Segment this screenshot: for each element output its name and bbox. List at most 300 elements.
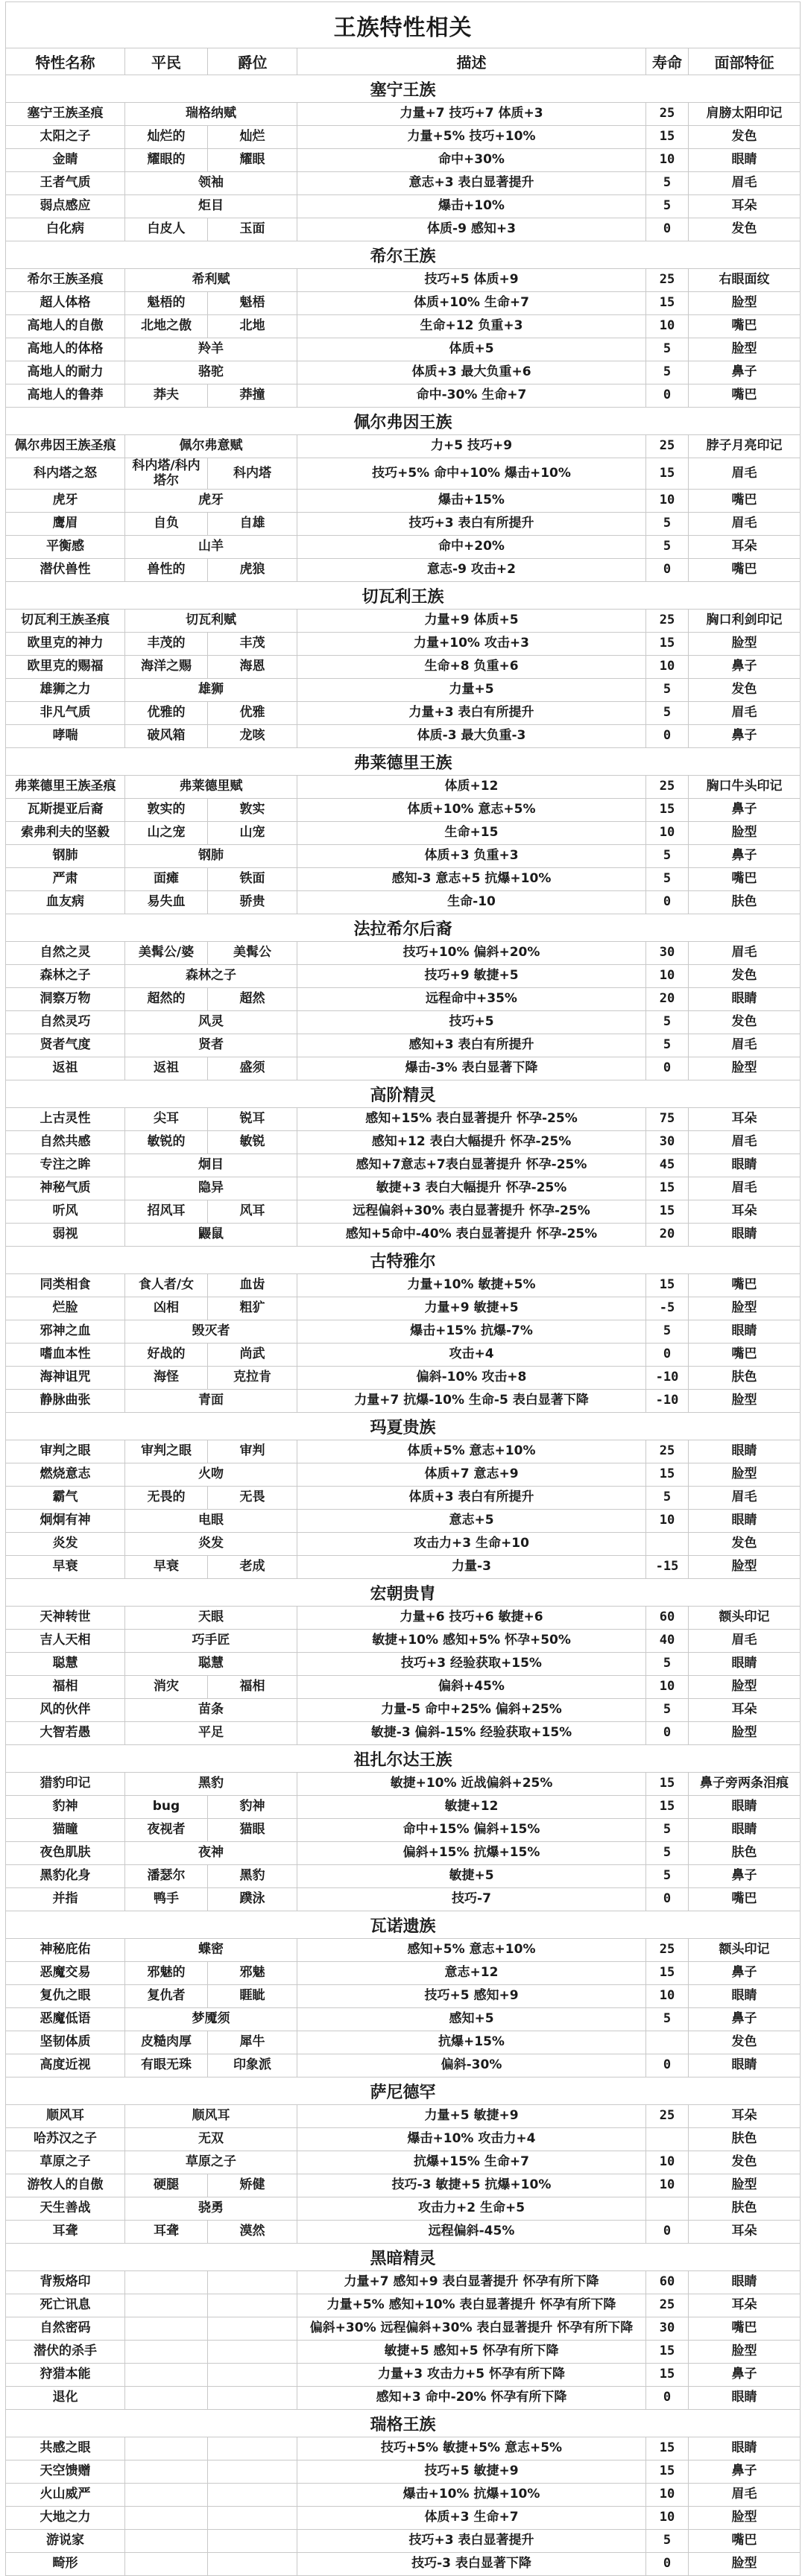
- trait-row: [6, 2271, 801, 2294]
- lifespan-cell: 15: [646, 2341, 689, 2364]
- trait-name-cell: 欧里克的赐福: [6, 656, 125, 679]
- lifespan-cell: 60: [646, 2271, 689, 2294]
- description-cell: 力量+9 敏捷+5: [297, 1297, 646, 1320]
- section-header: 切瓦利王族: [6, 582, 801, 610]
- trait-row: [6, 1865, 801, 1888]
- trait-name-cell: 大智若愚: [6, 1722, 125, 1745]
- description-cell: 技巧-3 敏捷+5 抗爆+10%: [297, 2174, 646, 2197]
- trait-row: [6, 1556, 801, 1579]
- commoner-cell: 兽性的: [125, 559, 208, 582]
- lifespan-cell: 5: [646, 2008, 689, 2031]
- lifespan-cell: 10: [646, 2151, 689, 2174]
- commoner-noble-cell: 蝶密: [125, 1939, 297, 1962]
- section-row: [6, 1413, 801, 1440]
- lifespan-cell: [646, 1533, 689, 1556]
- commoner-noble-cell: 平足: [125, 1722, 297, 1745]
- description-cell: 技巧-7: [297, 1888, 646, 1911]
- commoner-noble-cell: 炎发: [125, 1533, 297, 1556]
- trait-name-cell: 复仇之眼: [6, 1985, 125, 2008]
- noble-cell: 骄贵: [208, 891, 297, 914]
- trait-row: [6, 2437, 801, 2461]
- face-feature-cell: 脸型: [689, 2341, 801, 2364]
- lifespan-cell: 5: [646, 868, 689, 891]
- commoner-noble-cell: 羚羊: [125, 338, 297, 361]
- description-cell: 敏捷+3 表白大幅提升 怀孕-25%: [297, 1177, 646, 1200]
- description-cell: 力量+9 体质+5: [297, 610, 646, 633]
- section-header: 古特雅尔: [6, 1247, 801, 1274]
- noble-cell: 科内塔: [208, 458, 297, 490]
- commoner-noble-cell: 骆驼: [125, 361, 297, 384]
- description-cell: 感知+3 表白有所提升: [297, 1034, 646, 1057]
- face-feature-cell: 鼻子: [689, 1962, 801, 1985]
- trait-row: [6, 1131, 801, 1154]
- noble-cell: 虎狼: [208, 559, 297, 582]
- trait-name-cell: 虎牙: [6, 490, 125, 513]
- description-cell: 体质+7 意志+9: [297, 1463, 646, 1487]
- face-feature-cell: 鼻子: [689, 656, 801, 679]
- trait-row: [6, 679, 801, 702]
- trait-name-cell: 太阳之子: [6, 126, 125, 149]
- noble-cell: 盛须: [208, 1057, 297, 1080]
- commoner-noble-cell: 隐异: [125, 1177, 297, 1200]
- trait-row: [6, 458, 801, 490]
- section-row: [6, 75, 801, 103]
- commoner-cell: [125, 2271, 208, 2294]
- face-feature-cell: 眼睛: [689, 1154, 801, 1177]
- description-cell: 偏斜+45%: [297, 1676, 646, 1699]
- trait-row: [6, 2008, 801, 2031]
- lifespan-cell: 10: [646, 2174, 689, 2197]
- lifespan-cell: 0: [646, 1344, 689, 1367]
- face-feature-cell: 眼睛: [689, 2271, 801, 2294]
- section-header: 法拉希尔后裔: [6, 914, 801, 942]
- description-cell: 体质+3 生命+7: [297, 2507, 646, 2530]
- commoner-cell: 审判之眼: [125, 1440, 208, 1463]
- noble-cell: 粗犷: [208, 1297, 297, 1320]
- description-cell: 攻击+4: [297, 1344, 646, 1367]
- description-cell: 体质-3 最大负重-3: [297, 725, 646, 748]
- noble-cell: 超然: [208, 988, 297, 1011]
- face-feature-cell: 脸型: [689, 1722, 801, 1745]
- section-row: [6, 748, 801, 776]
- lifespan-cell: 15: [646, 292, 689, 315]
- lifespan-cell: 0: [646, 2553, 689, 2576]
- description-cell: 远程偏斜+30% 表白显著提升 怀孕-25%: [297, 1200, 646, 1224]
- trait-name-cell: 潜伏兽性: [6, 559, 125, 582]
- commoner-cell: 食人者/女: [125, 1274, 208, 1297]
- face-feature-cell: 发色: [689, 679, 801, 702]
- trait-name-cell: 切瓦利王族圣痕: [6, 610, 125, 633]
- lifespan-cell: 0: [646, 1888, 689, 1911]
- trait-row: [6, 218, 801, 241]
- trait-name-cell: 高度近视: [6, 2054, 125, 2077]
- trait-name-cell: 同类相食: [6, 1274, 125, 1297]
- lifespan-cell: 5: [646, 361, 689, 384]
- trait-name-cell: 返祖: [6, 1057, 125, 1080]
- trait-row: [6, 2484, 801, 2507]
- description-cell: 爆击+10% 抗爆+10%: [297, 2484, 646, 2507]
- commoner-cell: 海洋之赐: [125, 656, 208, 679]
- lifespan-cell: 0: [646, 2387, 689, 2410]
- lifespan-cell: 25: [646, 103, 689, 126]
- lifespan-cell: 15: [646, 1177, 689, 1200]
- noble-cell: [208, 2507, 297, 2530]
- section-row: [6, 2077, 801, 2105]
- trait-row: [6, 891, 801, 914]
- trait-row: [6, 1699, 801, 1722]
- noble-cell: 审判: [208, 1440, 297, 1463]
- description-cell: 生命-10: [297, 891, 646, 914]
- section-header: 希尔王族: [6, 241, 801, 269]
- face-feature-cell: 肤色: [689, 1367, 801, 1390]
- column-header-1: 平民: [125, 48, 208, 75]
- noble-cell: 克拉肯: [208, 1367, 297, 1390]
- section-row: [6, 2244, 801, 2271]
- description-cell: 爆击+10%: [297, 195, 646, 218]
- lifespan-cell: 10: [646, 656, 689, 679]
- trait-row: [6, 610, 801, 633]
- trait-row: [6, 1796, 801, 1819]
- face-feature-cell: 嘴巴: [689, 1888, 801, 1911]
- page-title: 王族特性相关: [6, 2, 801, 48]
- description-cell: 体质+12: [297, 776, 646, 799]
- description-cell: 偏斜-30%: [297, 2054, 646, 2077]
- description-cell: 敏捷+12: [297, 1796, 646, 1819]
- face-feature-cell: 鼻子: [689, 725, 801, 748]
- trait-row: [6, 559, 801, 582]
- commoner-cell: [125, 2341, 208, 2364]
- trait-name-cell: 自然共感: [6, 1131, 125, 1154]
- trait-row: [6, 1344, 801, 1367]
- face-feature-cell: 耳朵: [689, 1200, 801, 1224]
- commoner-cell: 敦实的: [125, 799, 208, 822]
- trait-name-cell: 霸气: [6, 1487, 125, 1510]
- face-feature-cell: 耳朵: [689, 1108, 801, 1131]
- face-feature-cell: 耳朵: [689, 2294, 801, 2317]
- trait-row: [6, 2364, 801, 2387]
- trait-name-cell: 王者气质: [6, 172, 125, 195]
- lifespan-cell: 0: [646, 559, 689, 582]
- noble-cell: [208, 2364, 297, 2387]
- trait-row: [6, 1653, 801, 1676]
- face-feature-cell: 眉毛: [689, 172, 801, 195]
- lifespan-cell: -10: [646, 1390, 689, 1413]
- face-feature-cell: 眉毛: [689, 513, 801, 536]
- lifespan-cell: -10: [646, 1367, 689, 1390]
- trait-name-cell: 嗜血本性: [6, 1344, 125, 1367]
- trait-row: [6, 1463, 801, 1487]
- face-feature-cell: 脸型: [689, 292, 801, 315]
- commoner-cell: [125, 2507, 208, 2530]
- trait-row: [6, 536, 801, 559]
- description-cell: 力量+5% 技巧+10%: [297, 126, 646, 149]
- face-feature-cell: 右眼面纹: [689, 269, 801, 292]
- commoner-noble-cell: 草原之子: [125, 2151, 297, 2174]
- trait-name-cell: 背叛烙印: [6, 2271, 125, 2294]
- trait-row: [6, 1057, 801, 1080]
- noble-cell: [208, 2317, 297, 2341]
- commoner-cell: 破风箱: [125, 725, 208, 748]
- commoner-noble-cell: 贤者: [125, 1034, 297, 1057]
- description-cell: 偏斜+30% 远程偏斜+30% 表白显著提升 怀孕有所下降: [297, 2317, 646, 2341]
- trait-name-cell: 神秘气质: [6, 1177, 125, 1200]
- commoner-noble-cell: 电眼: [125, 1510, 297, 1533]
- commoner-cell: [125, 2364, 208, 2387]
- commoner-noble-cell: 弗莱德里赋: [125, 776, 297, 799]
- lifespan-cell: 5: [646, 1865, 689, 1888]
- commoner-noble-cell: 毁灭者: [125, 1320, 297, 1344]
- face-feature-cell: 眼睛: [689, 1796, 801, 1819]
- trait-name-cell: 游说家: [6, 2530, 125, 2553]
- description-cell: 抗爆+15% 生命+7: [297, 2151, 646, 2174]
- trait-name-cell: 畸形: [6, 2553, 125, 2576]
- section-header: 弗莱德里王族: [6, 748, 801, 776]
- trait-name-cell: 猎豹印记: [6, 1773, 125, 1796]
- commoner-noble-cell: 炬目: [125, 195, 297, 218]
- commoner-cell: 耳聋: [125, 2221, 208, 2244]
- face-feature-cell: 脸型: [689, 633, 801, 656]
- face-feature-cell: 嘴巴: [689, 2530, 801, 2553]
- description-cell: 感知+5命中-40% 表白显著提升 怀孕-25%: [297, 1224, 646, 1247]
- face-feature-cell: 嘴巴: [689, 1274, 801, 1297]
- face-feature-cell: 肤色: [689, 2128, 801, 2151]
- noble-cell: 龙咳: [208, 725, 297, 748]
- trait-name-cell: 非凡气质: [6, 702, 125, 725]
- section-header: 玛夏贵族: [6, 1413, 801, 1440]
- lifespan-cell: 10: [646, 2484, 689, 2507]
- commoner-noble-cell: 火吻: [125, 1463, 297, 1487]
- noble-cell: 山宠: [208, 822, 297, 845]
- commoner-noble-cell: 切瓦利赋: [125, 610, 297, 633]
- noble-cell: 血齿: [208, 1274, 297, 1297]
- trait-row: [6, 965, 801, 988]
- trait-row: [6, 2197, 801, 2221]
- trait-name-cell: 静脉曲张: [6, 1390, 125, 1413]
- trait-name-cell: 超人体格: [6, 292, 125, 315]
- description-cell: 技巧+5 体质+9: [297, 269, 646, 292]
- trait-row: [6, 2507, 801, 2530]
- trait-row: [6, 2341, 801, 2364]
- trait-name-cell: 燃烧意志: [6, 1463, 125, 1487]
- lifespan-cell: 10: [646, 1985, 689, 2008]
- trait-row: [6, 1297, 801, 1320]
- description-cell: 技巧+5% 敏捷+5% 意志+5%: [297, 2437, 646, 2461]
- lifespan-cell: 5: [646, 1842, 689, 1865]
- trait-row: [6, 1487, 801, 1510]
- trait-name-cell: 希尔王族圣痕: [6, 269, 125, 292]
- face-feature-cell: 嘴巴: [689, 559, 801, 582]
- trait-name-cell: 弗莱德里王族圣痕: [6, 776, 125, 799]
- section-header: 高阶精灵: [6, 1080, 801, 1108]
- trait-row: [6, 2461, 801, 2484]
- trait-row: [6, 2031, 801, 2054]
- description-cell: 意志-9 攻击+2: [297, 559, 646, 582]
- lifespan-cell: 5: [646, 172, 689, 195]
- face-feature-cell: 嘴巴: [689, 490, 801, 513]
- lifespan-cell: 5: [646, 1819, 689, 1842]
- trait-name-cell: 恶魔低语: [6, 2008, 125, 2031]
- trait-row: [6, 2553, 801, 2576]
- description-cell: 体质+5: [297, 338, 646, 361]
- trait-name-cell: 严肃: [6, 868, 125, 891]
- noble-cell: [208, 2294, 297, 2317]
- commoner-cell: 自负: [125, 513, 208, 536]
- description-cell: 技巧+3 表白显著提升: [297, 2530, 646, 2553]
- commoner-cell: 消灾: [125, 1676, 208, 1699]
- face-feature-cell: 脸型: [689, 1676, 801, 1699]
- trait-row: [6, 338, 801, 361]
- trait-name-cell: 瓦斯提亚后裔: [6, 799, 125, 822]
- face-feature-cell: 发色: [689, 2151, 801, 2174]
- commoner-cell: 美髯公/婆: [125, 942, 208, 965]
- trait-row: [6, 490, 801, 513]
- trait-name-cell: 天空馈赠: [6, 2461, 125, 2484]
- trait-name-cell: 黑豹化身: [6, 1865, 125, 1888]
- trait-row: [6, 1510, 801, 1533]
- lifespan-cell: 75: [646, 1108, 689, 1131]
- description-cell: 偏斜-10% 攻击+8: [297, 1367, 646, 1390]
- face-feature-cell: 鼻子: [689, 2364, 801, 2387]
- face-feature-cell: 耳朵: [689, 195, 801, 218]
- noble-cell: 海恩: [208, 656, 297, 679]
- description-cell: 力量+5 敏捷+9: [297, 2105, 646, 2128]
- face-feature-cell: 眼睛: [689, 988, 801, 1011]
- lifespan-cell: 10: [646, 149, 689, 172]
- trait-row: [6, 292, 801, 315]
- noble-cell: 福相: [208, 1676, 297, 1699]
- commoner-cell: 优雅的: [125, 702, 208, 725]
- face-feature-cell: 发色: [689, 1011, 801, 1034]
- face-feature-cell: 发色: [689, 2031, 801, 2054]
- commoner-cell: 尖耳: [125, 1108, 208, 1131]
- description-cell: 力量+7 技巧+7 体质+3: [297, 103, 646, 126]
- trait-row: [6, 776, 801, 799]
- trait-row: [6, 2317, 801, 2341]
- noble-cell: [208, 2553, 297, 2576]
- commoner-cell: [125, 2317, 208, 2341]
- noble-cell: 睚眦: [208, 1985, 297, 2008]
- trait-name-cell: 弱点感应: [6, 195, 125, 218]
- lifespan-cell: 0: [646, 725, 689, 748]
- lifespan-cell: 25: [646, 1939, 689, 1962]
- commoner-cell: bug: [125, 1796, 208, 1819]
- commoner-cell: 魁梧的: [125, 292, 208, 315]
- commoner-noble-cell: 虎牙: [125, 490, 297, 513]
- commoner-noble-cell: 梦魇须: [125, 2008, 297, 2031]
- lifespan-cell: 15: [646, 1463, 689, 1487]
- commoner-cell: 复仇者: [125, 1985, 208, 2008]
- trait-row: [6, 361, 801, 384]
- description-cell: 力量+7 感知+9 表白显著提升 怀孕有所下降: [297, 2271, 646, 2294]
- face-feature-cell: 眉毛: [689, 702, 801, 725]
- trait-row: [6, 269, 801, 292]
- face-feature-cell: 眼睛: [689, 1819, 801, 1842]
- face-feature-cell: 嘴巴: [689, 315, 801, 338]
- section-row: [6, 1579, 801, 1607]
- noble-cell: 豹神: [208, 1796, 297, 1819]
- trait-name-cell: 佩尔弗因王族圣痕: [6, 435, 125, 458]
- face-feature-cell: 脖子月亮印记: [689, 435, 801, 458]
- description-cell: 力量+3 攻击力+5 怀孕有所下降: [297, 2364, 646, 2387]
- commoner-cell: 皮糙肉厚: [125, 2031, 208, 2054]
- lifespan-cell: 10: [646, 490, 689, 513]
- description-cell: 命中-30% 生命+7: [297, 384, 646, 408]
- commoner-cell: 海怪: [125, 1367, 208, 1390]
- trait-name-cell: 火山威严: [6, 2484, 125, 2507]
- face-feature-cell: 眼睛: [689, 1224, 801, 1247]
- trait-name-cell: 炯炯有神: [6, 1510, 125, 1533]
- noble-cell: [208, 2341, 297, 2364]
- noble-cell: 优雅: [208, 702, 297, 725]
- trait-name-cell: 邪神之血: [6, 1320, 125, 1344]
- trait-name-cell: 贤者气度: [6, 1034, 125, 1057]
- face-feature-cell: 眉毛: [689, 1034, 801, 1057]
- trait-name-cell: 自然密码: [6, 2317, 125, 2341]
- trait-row: [6, 1320, 801, 1344]
- section-row: [6, 914, 801, 942]
- lifespan-cell: 0: [646, 891, 689, 914]
- trait-name-cell: 狩猎本能: [6, 2364, 125, 2387]
- noble-cell: 尚武: [208, 1344, 297, 1367]
- face-feature-cell: 肩膀太阳印记: [689, 103, 801, 126]
- face-feature-cell: 额头印记: [689, 1607, 801, 1630]
- trait-row: [6, 1630, 801, 1653]
- commoner-cell: 凶相: [125, 1297, 208, 1320]
- trait-row: [6, 1224, 801, 1247]
- trait-name-cell: 坚韧体质: [6, 2031, 125, 2054]
- description-cell: 命中+30%: [297, 149, 646, 172]
- trait-name-cell: 聪慧: [6, 1653, 125, 1676]
- face-feature-cell: 耳朵: [689, 2221, 801, 2244]
- commoner-noble-cell: 顺风耳: [125, 2105, 297, 2128]
- commoner-noble-cell: 巧手匠: [125, 1630, 297, 1653]
- face-feature-cell: 眼睛: [689, 1440, 801, 1463]
- lifespan-cell: 40: [646, 1630, 689, 1653]
- lifespan-cell: -5: [646, 1297, 689, 1320]
- commoner-cell: 有眼无珠: [125, 2054, 208, 2077]
- trait-row: [6, 172, 801, 195]
- noble-cell: 丰茂: [208, 633, 297, 656]
- description-cell: 体质+10% 意志+5%: [297, 799, 646, 822]
- description-cell: 技巧+9 敏捷+5: [297, 965, 646, 988]
- description-cell: 感知+5: [297, 2008, 646, 2031]
- lifespan-cell: 60: [646, 1607, 689, 1630]
- description-cell: 感知+7意志+7表白显著提升 怀孕-25%: [297, 1154, 646, 1177]
- face-feature-cell: 眉毛: [689, 1177, 801, 1200]
- face-feature-cell: 脸型: [689, 2174, 801, 2197]
- commoner-cell: 灿烂的: [125, 126, 208, 149]
- lifespan-cell: 5: [646, 845, 689, 868]
- trait-name-cell: 共感之眼: [6, 2437, 125, 2461]
- face-feature-cell: 脸型: [689, 338, 801, 361]
- description-cell: 技巧+5 感知+9: [297, 1985, 646, 2008]
- trait-row: [6, 942, 801, 965]
- noble-cell: 铁面: [208, 868, 297, 891]
- section-row: [6, 241, 801, 269]
- trait-row: [6, 1722, 801, 1745]
- trait-row: [6, 126, 801, 149]
- trait-name-cell: 金睛: [6, 149, 125, 172]
- lifespan-cell: 15: [646, 1962, 689, 1985]
- face-feature-cell: 发色: [689, 218, 801, 241]
- commoner-cell: 招风耳: [125, 1200, 208, 1224]
- lifespan-cell: 15: [646, 633, 689, 656]
- lifespan-cell: 15: [646, 2461, 689, 2484]
- lifespan-cell: 0: [646, 2054, 689, 2077]
- commoner-noble-cell: 雄狮: [125, 679, 297, 702]
- lifespan-cell: 10: [646, 822, 689, 845]
- trait-name-cell: 白化病: [6, 218, 125, 241]
